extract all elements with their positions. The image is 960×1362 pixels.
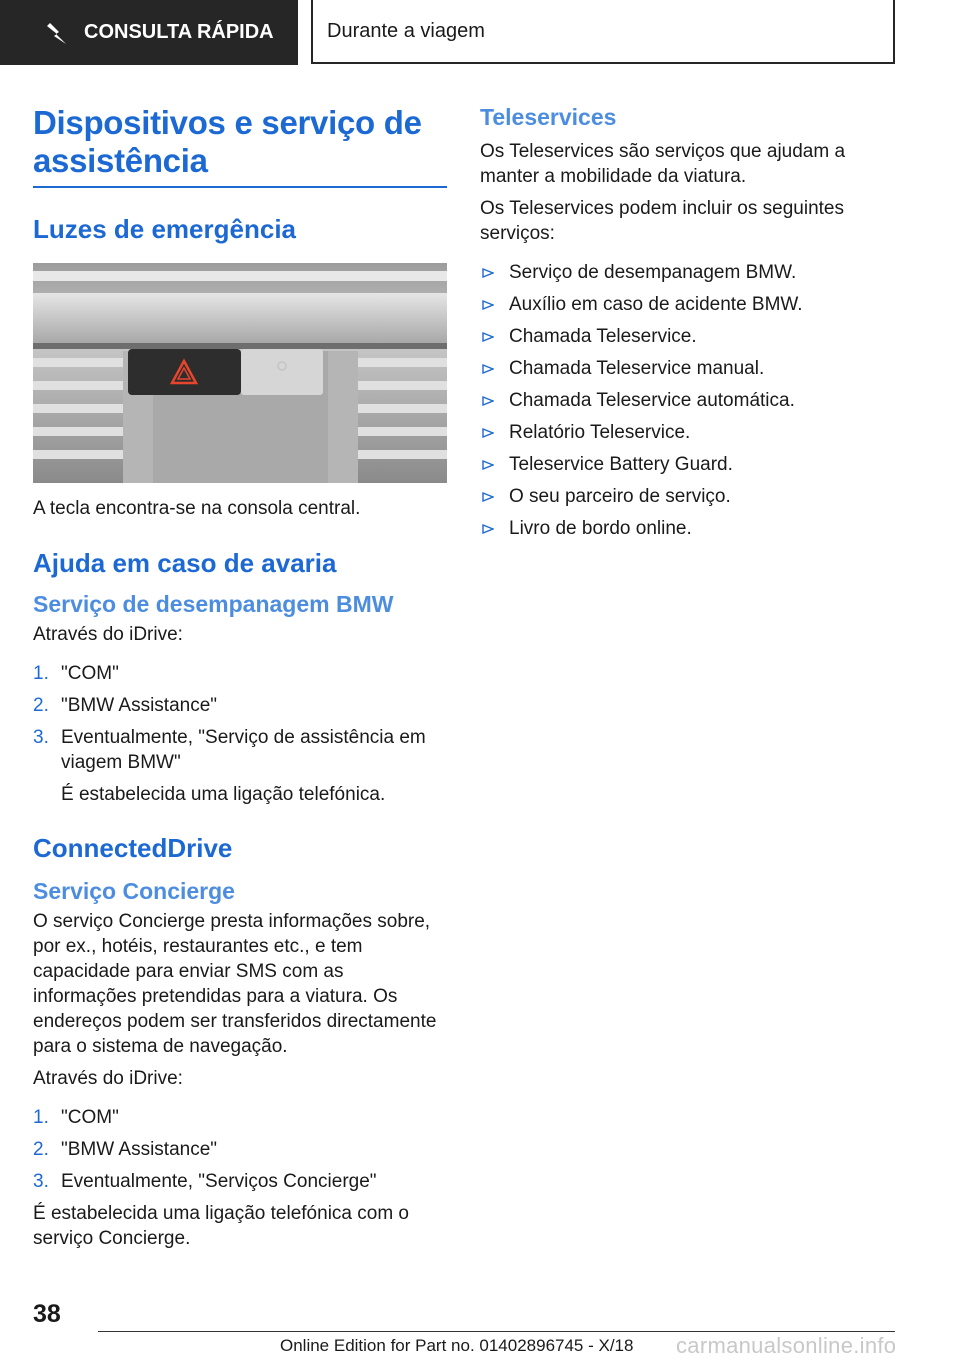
triangle-bullet-icon [482,428,494,438]
step-text: "COM" [61,1107,119,1128]
list-item [33,1137,447,1162]
concierge-subheading: Serviço Concierge [33,878,235,904]
list-item [480,484,898,509]
breakdown-intro: Através do iDrive: [33,624,183,645]
list-item-text: Relatório Teleservice. [509,422,691,443]
page-title: Dispositivos e serviço de assistência [33,104,447,188]
connected-heading: ConnectedDrive [33,833,233,863]
step-text: Eventualmente, "Serviço de assistência em viagem BMW" [61,727,426,773]
step-text: "COM" [61,663,119,684]
list-item [480,292,898,317]
list-item [480,388,898,413]
footer-watermark: carmanualsonline.info [676,1333,897,1358]
right-column [480,102,898,548]
list-item [33,1105,447,1130]
step-number: 3. [33,1171,49,1192]
page-number: 38 [33,1300,61,1328]
list-item-text: Serviço de desempanagem BMW. [509,262,797,283]
triangle-bullet-icon [482,492,494,502]
list-item [480,324,898,349]
teleservices-para-2: Os Teleservices podem incluir os seguintes serviços: [480,198,844,244]
left-column [33,104,447,1251]
triangle-bullet-icon [482,524,494,534]
chapter-label: Durante a viagem [327,19,485,42]
triangle-bullet-icon [482,396,494,406]
list-item-text: Livro de bordo online. [509,518,692,539]
list-item-text: Chamada Teleservice. [509,326,697,347]
step-number: 2. [33,1139,49,1160]
breakdown-subheading: Serviço de desempanagem BMW [33,591,394,617]
list-item [480,260,898,285]
chapter-tab[interactable] [311,0,895,64]
step-text: "BMW Assistance" [61,1139,218,1160]
teleservices-list [480,260,898,541]
step-text: Eventualmente, "Serviços Concierge" [61,1171,377,1192]
list-item-text: Teleservice Battery Guard. [509,454,733,475]
teleservices-para-1: Os Teleservices são serviços que ajudam a manter a mobilidade da viatura. [480,141,846,187]
list-item [480,420,898,445]
list-item [33,693,447,718]
list-item [33,661,447,686]
list-item [480,356,898,381]
step-number: 1. [33,663,49,684]
quick-reference-tab[interactable] [0,0,298,65]
triangle-bullet-icon [482,268,494,278]
step-text: "BMW Assistance" [61,695,218,716]
list-item-text: Chamada Teleservice automática. [509,390,795,411]
hazard-heading: Luzes de emergência [33,214,296,244]
concierge-description: O serviço Concierge presta informações sobre, por ex., hotéis, restaurantes etc., e tem capacidade para enviar SMS com as informações pretendidas para a viatura. Os endereços podem ser transferidos directamente para o sistema de navegação. [33,911,437,1057]
concierge-intro: Através do iDrive: [33,1068,183,1089]
hazard-button-photo [33,263,447,483]
lightning-icon [44,20,70,46]
step-number: 1. [33,1107,49,1128]
triangle-bullet-icon [482,364,494,374]
breakdown-steps [33,661,447,775]
list-item [33,725,447,775]
list-item-text: Chamada Teleservice manual. [509,358,765,379]
hazard-caption: A tecla encontra-se na consola central. [33,498,361,519]
concierge-steps [33,1105,447,1194]
triangle-bullet-icon [482,300,494,310]
footer-edition: Online Edition for Part no. 01402896745 - X/18 [280,1336,634,1355]
list-item [480,452,898,477]
list-item [33,1169,447,1194]
triangle-bullet-icon [482,460,494,470]
quick-reference-label: CONSULTA RÁPIDA [84,21,274,43]
triangle-bullet-icon [482,332,494,342]
step-number: 3. [33,727,49,748]
concierge-result: É estabelecida uma ligação telefónica com o serviço Concierge. [33,1203,410,1249]
list-item-text: Auxílio em caso de acidente BMW. [509,294,803,315]
step-number: 2. [33,695,49,716]
list-item [480,516,898,541]
breakdown-result: É estabelecida uma ligação telefónica. [61,784,386,805]
breakdown-heading: Ajuda em caso de avaria [33,548,337,578]
teleservices-heading: Teleservices [480,104,617,130]
list-item-text: O seu parceiro de serviço. [509,486,731,507]
footer-divider [98,1331,895,1332]
